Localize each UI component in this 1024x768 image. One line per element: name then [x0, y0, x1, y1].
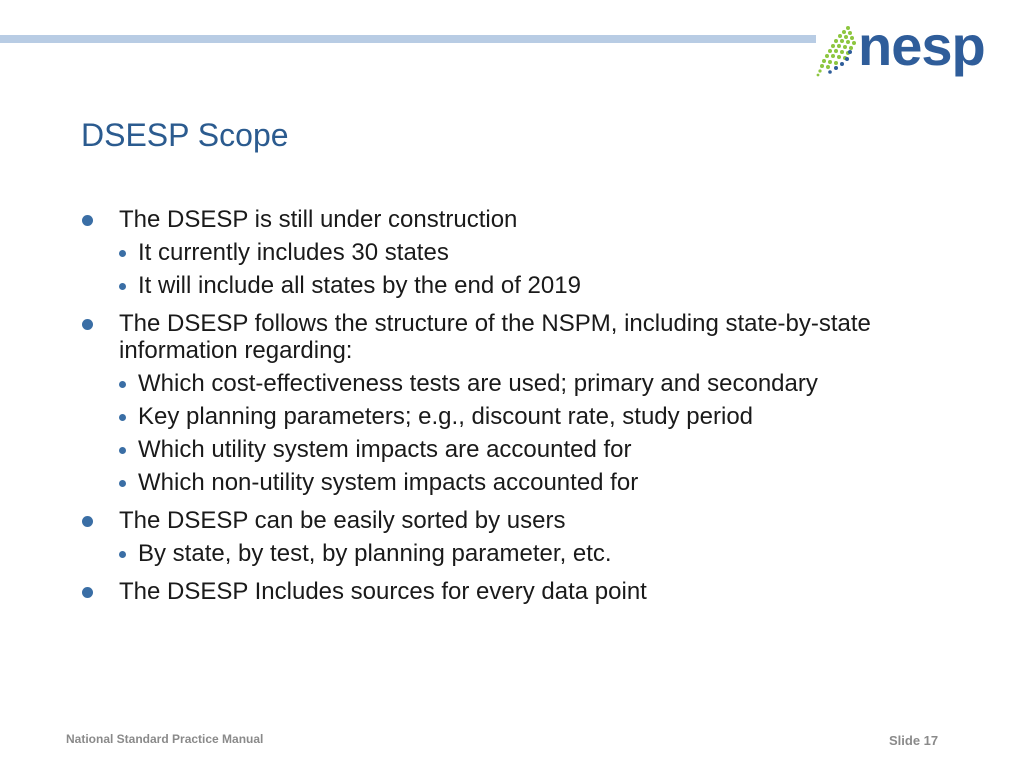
bullet-item [80, 578, 960, 605]
sub-bullet-icon [119, 447, 126, 454]
bullet-icon [82, 516, 93, 527]
sub-bullet-icon [119, 381, 126, 388]
bullet-text: The DSESP is still under construction [119, 206, 518, 233]
sub-bullet-item [80, 239, 960, 266]
sub-bullet-icon [119, 551, 126, 558]
logo-wordmark: nesp [858, 14, 985, 77]
bullet-icon [82, 587, 93, 598]
nesp-logo [814, 14, 996, 82]
sub-bullet-item [80, 403, 960, 430]
sub-bullet-icon [119, 283, 126, 290]
sub-bullet-item [80, 370, 960, 397]
bullet-list [80, 206, 960, 605]
sub-bullet-item [80, 540, 960, 567]
slide-number: Slide 17 [889, 733, 939, 748]
header-accent-bar [0, 35, 816, 43]
sub-bullet-text: Which cost-effectiveness tests are used; primary and secondary [138, 370, 818, 397]
sub-bullet-text: It will include all states by the end of 2019 [138, 272, 581, 299]
sub-bullet-text: Which non-utility system impacts accounted for [138, 469, 639, 496]
bullet-text: The DSESP follows the structure of the NSPM, including state-by-state information regarding: [119, 310, 871, 364]
sub-bullet-icon [119, 414, 126, 421]
sub-bullet-text: Key planning parameters; e.g., discount rate, study period [138, 403, 754, 430]
sub-bullet-text: By state, by test, by planning parameter, etc. [138, 540, 612, 567]
sub-bullet-icon [119, 480, 126, 487]
bullet-text: The DSESP Includes sources for every data point [119, 578, 647, 605]
logo-leaf-icon [814, 22, 860, 82]
slide-title: DSESP Scope [81, 117, 289, 153]
sub-bullet-text: It currently includes 30 states [138, 239, 449, 266]
bullet-item [80, 206, 960, 233]
bullet-item [80, 507, 960, 534]
sub-bullet-item [80, 436, 960, 463]
sub-bullet-item [80, 469, 960, 496]
bullet-icon [82, 215, 93, 226]
sub-bullet-item [80, 272, 960, 299]
footer-title: National Standard Practice Manual [66, 732, 264, 746]
bullet-item [80, 310, 960, 364]
bullet-icon [82, 319, 93, 330]
sub-bullet-text: Which utility system impacts are accounted for [138, 436, 632, 463]
bullet-text: The DSESP can be easily sorted by users [119, 507, 566, 534]
sub-bullet-icon [119, 250, 126, 257]
